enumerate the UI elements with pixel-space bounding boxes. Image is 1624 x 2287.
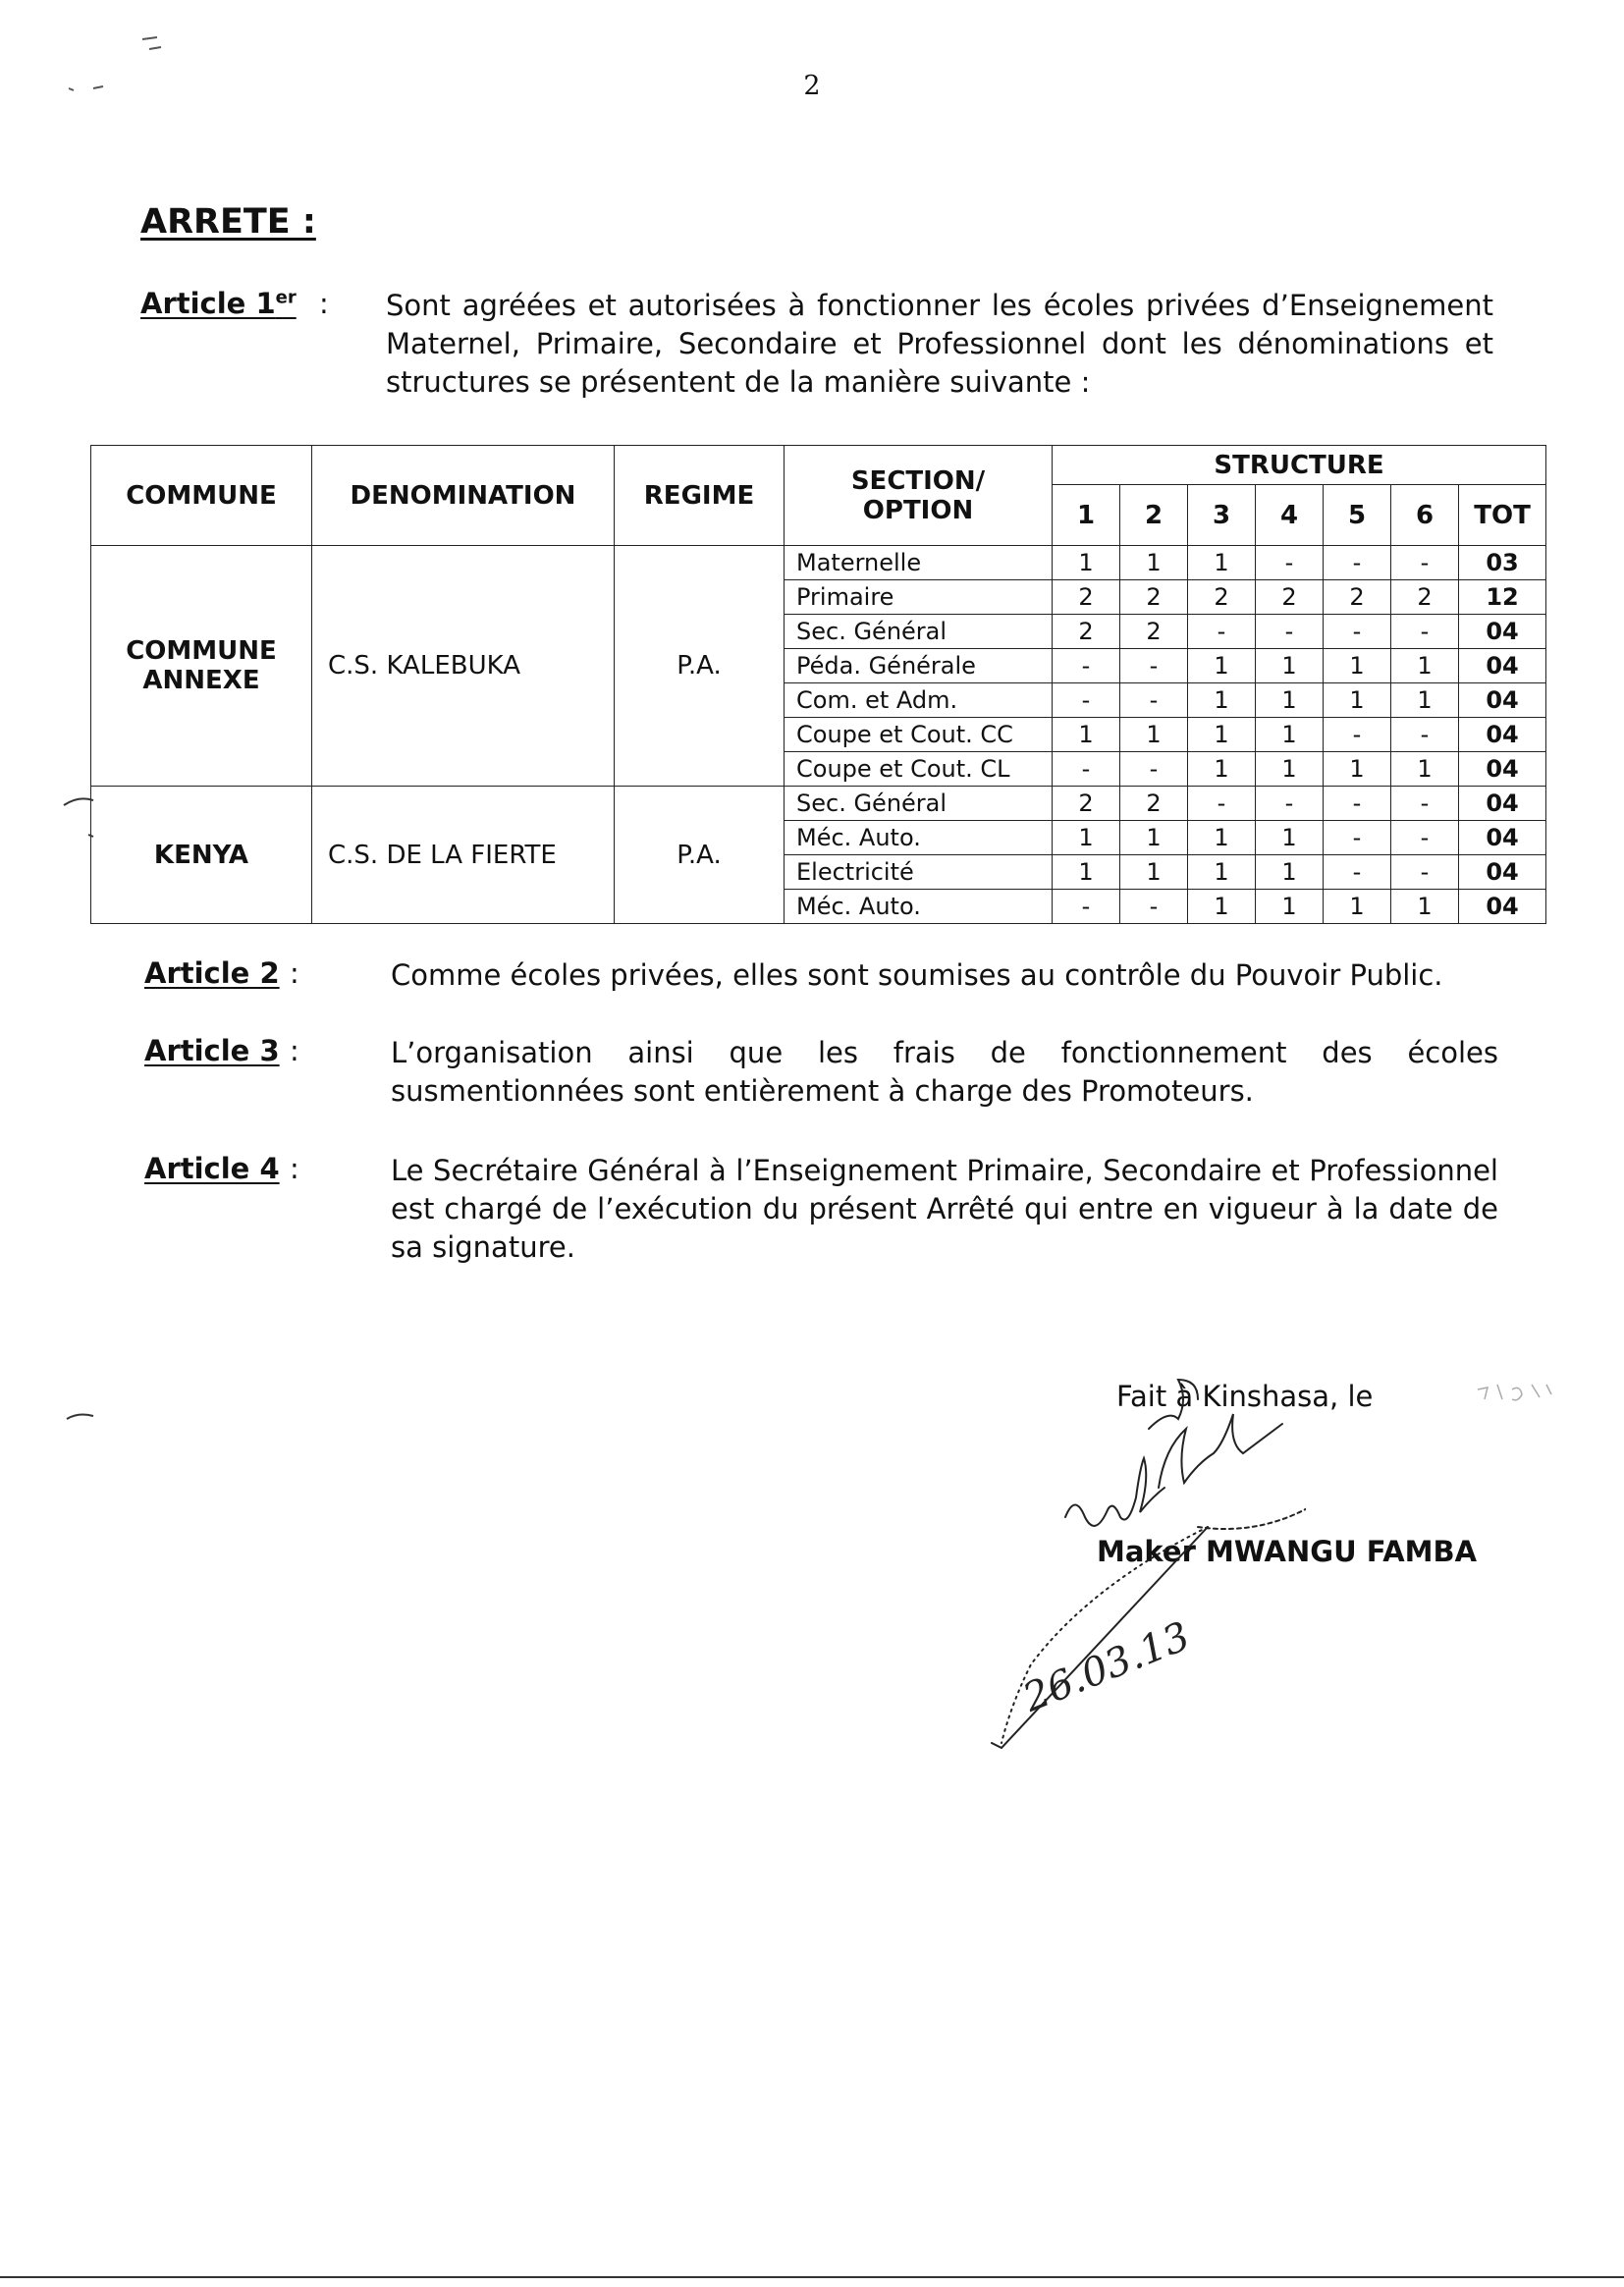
option-cell: Coupe et Cout. CL (785, 752, 1053, 787)
value-cell: 1 (1391, 890, 1459, 924)
value-cell: 1 (1256, 890, 1324, 924)
article-4-label-text: Article 4 (144, 1152, 280, 1185)
header-col-5: 5 (1324, 485, 1391, 546)
value-cell: - (1324, 546, 1391, 580)
value-cell: 1 (1188, 683, 1256, 718)
value-cell: - (1120, 683, 1188, 718)
value-cell: 1 (1256, 649, 1324, 683)
value-cell: - (1053, 683, 1120, 718)
value-cell: - (1324, 787, 1391, 821)
header-section-option: SECTION/ OPTION (785, 446, 1053, 546)
article-3 (140, 1034, 1498, 1117)
value-cell: 1 (1188, 855, 1256, 890)
value-cell: - (1391, 821, 1459, 855)
value-cell: 2 (1053, 615, 1120, 649)
article-1-superscript: er (275, 287, 297, 308)
value-cell: 1 (1053, 855, 1120, 890)
article-3-colon: : (290, 1034, 299, 1067)
header-col-1: 1 (1053, 485, 1120, 546)
value-cell: 1 (1120, 546, 1188, 580)
article-2-text: Comme écoles privées, elles sont soumises au contrôle du Pouvoir Public. (391, 958, 1443, 992)
option-cell: Méc. Auto. (785, 890, 1053, 924)
total-cell: 04 (1459, 718, 1546, 752)
value-cell: 1 (1188, 718, 1256, 752)
total-cell: 04 (1459, 787, 1546, 821)
commune-cell: KENYA (91, 787, 312, 924)
regime-cell: P.A. (615, 787, 785, 924)
total-cell: 04 (1459, 649, 1546, 683)
article-1 (140, 287, 1495, 414)
value-cell: - (1120, 649, 1188, 683)
value-cell: 2 (1053, 787, 1120, 821)
value-cell: 1 (1053, 821, 1120, 855)
value-cell: - (1391, 718, 1459, 752)
value-cell: 1 (1256, 855, 1324, 890)
value-cell: - (1053, 890, 1120, 924)
header-commune: COMMUNE (91, 446, 312, 546)
value-cell: 1 (1120, 855, 1188, 890)
scan-mark-top-left (59, 29, 177, 108)
option-cell: Coupe et Cout. CC (785, 718, 1053, 752)
value-cell: 1 (1188, 546, 1256, 580)
value-cell: - (1324, 821, 1391, 855)
value-cell: 2 (1188, 580, 1256, 615)
article-4-text: Le Secrétaire Général à l’Enseignement Primaire, Secondaire et Professionnel est chargé de l’exécution du présent Arrêté qui entre en vigueur à la date de sa signature. (391, 1154, 1498, 1264)
value-cell: 1 (1324, 890, 1391, 924)
value-cell: 1 (1256, 821, 1324, 855)
page-number: 2 (803, 71, 821, 101)
stamp-mark (1473, 1370, 1561, 1419)
value-cell: 1 (1256, 718, 1324, 752)
denomination-cell: C.S. DE LA FIERTE (312, 787, 615, 924)
value-cell: - (1256, 787, 1324, 821)
value-cell: - (1053, 752, 1120, 787)
value-cell: 1 (1188, 752, 1256, 787)
article-3-label (144, 1034, 280, 1067)
header-denomination: DENOMINATION (312, 446, 615, 546)
option-cell: Primaire (785, 580, 1053, 615)
header-regime: REGIME (615, 446, 785, 546)
value-cell: 2 (1324, 580, 1391, 615)
value-cell: - (1324, 855, 1391, 890)
handwritten-date: 26.03.13 (1016, 1613, 1197, 1721)
value-cell: 1 (1324, 752, 1391, 787)
table-row (91, 546, 1546, 580)
value-cell: 2 (1391, 580, 1459, 615)
article-2 (140, 956, 1495, 1001)
total-cell: 03 (1459, 546, 1546, 580)
header-col-6: 6 (1391, 485, 1459, 546)
value-cell: 1 (1053, 546, 1120, 580)
value-cell: - (1256, 615, 1324, 649)
value-cell: 1 (1256, 752, 1324, 787)
handwritten-signature (972, 1370, 1306, 1763)
value-cell: 2 (1120, 787, 1188, 821)
total-cell: 04 (1459, 890, 1546, 924)
total-cell: 04 (1459, 855, 1546, 890)
article-3-label-text: Article 3 (144, 1034, 280, 1067)
value-cell: 1 (1391, 649, 1459, 683)
structure-table (90, 445, 1546, 924)
header-structure: STRUCTURE (1053, 446, 1546, 485)
scan-mark-left-2 (59, 1404, 118, 1434)
value-cell: 1 (1120, 718, 1188, 752)
header-col-tot: TOT (1459, 485, 1546, 546)
header-col-4: 4 (1256, 485, 1324, 546)
value-cell: 1 (1053, 718, 1120, 752)
value-cell: 1 (1391, 752, 1459, 787)
option-cell: Com. et Adm. (785, 683, 1053, 718)
value-cell: 2 (1120, 580, 1188, 615)
value-cell: 1 (1188, 649, 1256, 683)
total-cell: 04 (1459, 615, 1546, 649)
document-title: ARRETE : (140, 202, 316, 242)
total-cell: 12 (1459, 580, 1546, 615)
article-4-colon: : (290, 1152, 299, 1185)
table-row (91, 787, 1546, 821)
article-1-label (140, 287, 297, 320)
value-cell: - (1391, 787, 1459, 821)
bottom-border-line (0, 2276, 1624, 2278)
total-cell: 04 (1459, 683, 1546, 718)
value-cell: - (1324, 615, 1391, 649)
value-cell: 1 (1120, 821, 1188, 855)
value-cell: - (1188, 787, 1256, 821)
article-2-label-text: Article 2 (144, 956, 280, 990)
article-3-text: L’organisation ainsi que les frais de fonctionnement des écoles susmentionnées sont entièrement à charge des Promoteurs. (391, 1036, 1498, 1108)
denomination-cell: C.S. KALEBUKA (312, 546, 615, 787)
option-cell: Péda. Générale (785, 649, 1053, 683)
option-cell: Sec. Général (785, 615, 1053, 649)
option-cell: Sec. Général (785, 787, 1053, 821)
value-cell: - (1391, 546, 1459, 580)
value-cell: - (1391, 855, 1459, 890)
place-date: Fait à Kinshasa, le (1116, 1380, 1374, 1413)
value-cell: 1 (1324, 649, 1391, 683)
value-cell: - (1188, 615, 1256, 649)
value-cell: 2 (1256, 580, 1324, 615)
article-4-label (144, 1152, 280, 1185)
total-cell: 04 (1459, 752, 1546, 787)
value-cell: 1 (1391, 683, 1459, 718)
value-cell: 1 (1256, 683, 1324, 718)
article-2-colon: : (290, 956, 299, 990)
value-cell: 2 (1120, 615, 1188, 649)
commune-cell: COMMUNE ANNEXE (91, 546, 312, 787)
article-1-text: Sont agréées et autorisées à fonctionner les écoles privées d’Enseignement Maternel, Primaire, Secondaire et Professionnel dont les dénominations et structures se présentent de la manière suivante : (386, 289, 1493, 399)
article-4 (140, 1152, 1498, 1275)
article-2-label (144, 956, 280, 990)
option-cell: Electricité (785, 855, 1053, 890)
value-cell: - (1391, 615, 1459, 649)
article-1-colon: : (319, 287, 329, 320)
header-col-2: 2 (1120, 485, 1188, 546)
total-cell: 04 (1459, 821, 1546, 855)
value-cell: - (1256, 546, 1324, 580)
option-cell: Méc. Auto. (785, 821, 1053, 855)
value-cell: - (1120, 890, 1188, 924)
article-1-label-text: Article 1 (140, 287, 276, 320)
value-cell: - (1324, 718, 1391, 752)
value-cell: 1 (1188, 890, 1256, 924)
value-cell: 1 (1324, 683, 1391, 718)
scan-mark-left-1 (59, 786, 118, 864)
value-cell: - (1053, 649, 1120, 683)
regime-cell: P.A. (615, 546, 785, 787)
value-cell: 1 (1188, 821, 1256, 855)
value-cell: - (1120, 752, 1188, 787)
value-cell: 2 (1053, 580, 1120, 615)
option-cell: Maternelle (785, 546, 1053, 580)
signer-name: Maker MWANGU FAMBA (1097, 1535, 1478, 1568)
header-col-3: 3 (1188, 485, 1256, 546)
